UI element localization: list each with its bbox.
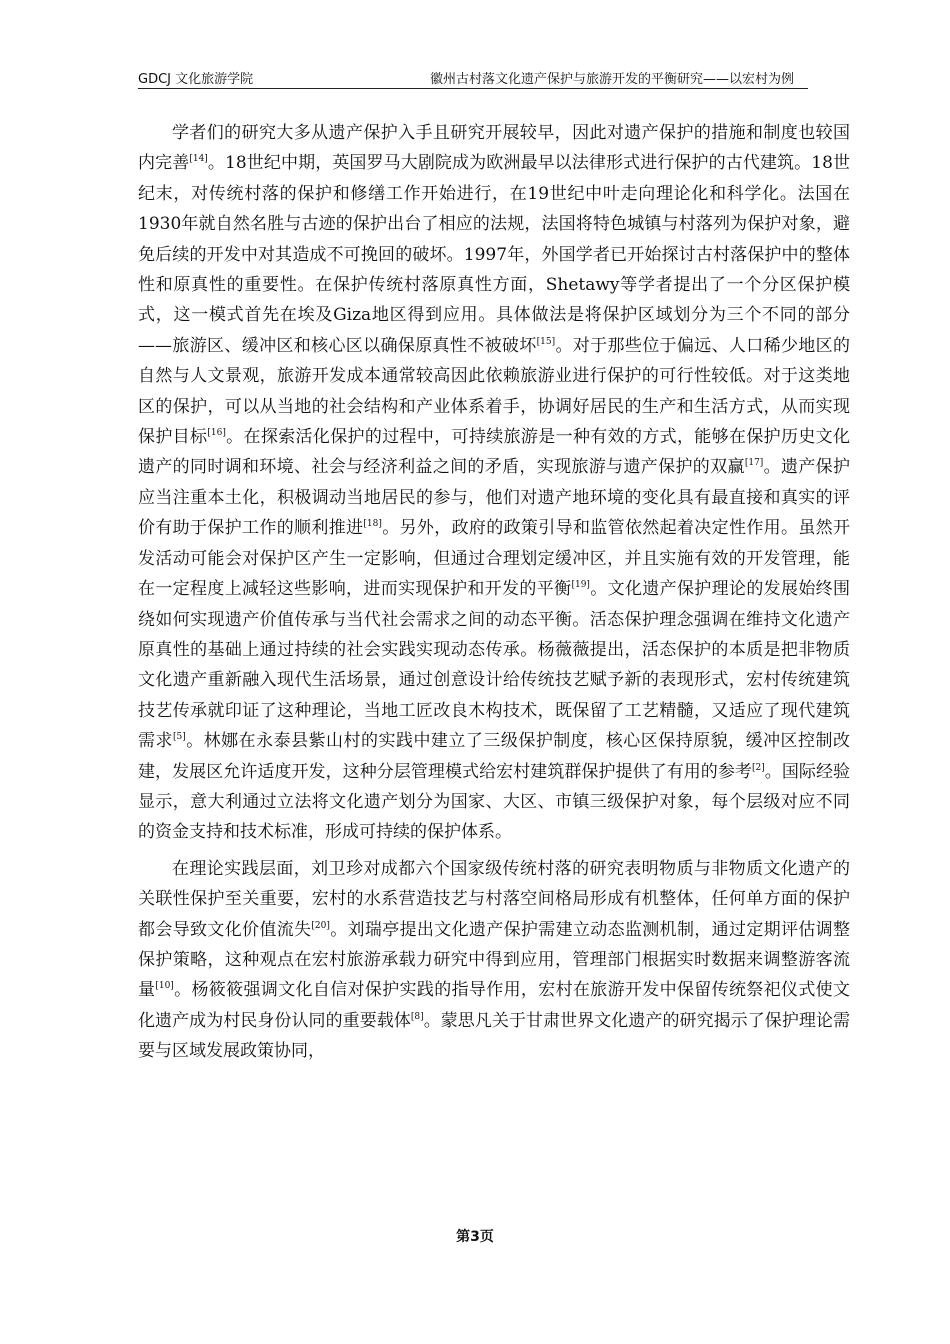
- text-run: 。遗产保护应当注重本土化，积极调动当地居民的参与，他们对遗产地环境的变化具有最直接和真实的评价有助于保护工作的顺利推进: [138, 457, 851, 539]
- text-run: 。林娜在永泰县紫山村的实践中建立了三级保护制度，核心区保持原貌，缓冲区控制改建，发展区允许适度开发，这种分层管理模式给宏村建筑群保护提供了有用的参考: [138, 731, 851, 782]
- paragraph: [138, 118, 850, 848]
- citation-ref: [18]: [363, 519, 382, 530]
- text-run: 。另外，政府的政策引导和监管依然起着决定性作用。虽然开发活动可能会对保护区产生一定影响，但通过合理划定缓冲区，并且实施有效的开发管理，能在一定程度上减轻这些影响，进而实现保护和开发的平衡: [138, 518, 851, 600]
- citation-ref: [15]: [536, 336, 556, 347]
- text-run: 。国际经验显示，意大利通过立法将文化遗产划分为国家、大区、市镇三级保护对象，每个层级对应不同的资金支持和技术标准，形成可持续的保护体系。: [138, 761, 851, 843]
- citation-ref: [17]: [744, 458, 764, 469]
- citation-ref: [20]: [311, 920, 330, 931]
- citation-ref: [8]: [410, 1011, 424, 1022]
- header-institution: GDCJ 文化旅游学院: [138, 72, 254, 87]
- citation-ref: [5]: [172, 732, 186, 743]
- page-header: [138, 64, 808, 89]
- paragraph: [138, 854, 850, 1067]
- text-run: 。蒙思凡关于甘肃世界文化遗产的研究揭示了保护理论需要与区域发展政策协同，: [138, 1010, 851, 1062]
- text-run: 。对于那些位于偏远、人口稀少地区的自然与人文景观，旅游开发成本通常较高因此依赖旅游业进行保护的可行性较低。对于这类地区的保护，可以从当地的社会结构和产业体系着手，协调好居民的生产和生活方式，从而实现保护目标: [138, 335, 851, 448]
- text-run: 。刘瑞亭提出文化遗产保护需建立动态监测机制，通过定期评估调整保护策略，这种观点在宏村旅游承载力研究中得到应用，管理部门根据实时数据来调整游客流量: [138, 919, 851, 1001]
- text-run: 。18世纪中期，英国罗马大剧院成为欧洲最早以法律形式进行保护的古代建筑。18世纪末，对传统村落的保护和修缮工作开始进行，在19世纪中叶走向理论化和科学化。法国在1930年就自然名胜与古迹的保护出台了相应的法规，法国将特色城镇与村落列为保护对象，避免后续的开发中对其造成不可挽回的破坏。1997年，外国学者已开始探讨古村落保护中的整体性和原真性的重要性。在保护传统村落原真性方面，Shetawy等学者提出了一个分区保护模式，这一模式首先在埃及Giza地区得到应用。具体做法是将保护区域划分为三个不同的部分——旅游区、缓冲区和核心区以确保原真性不被破坏: [138, 153, 851, 356]
- citation-ref: [14]: [189, 154, 208, 165]
- page-number: 第3页: [456, 1229, 494, 1245]
- header-title: 徽州古村落文化遗产保护与旅游开发的平衡研究——以宏村为例: [429, 72, 794, 87]
- text-run: 学者们的研究大多从遗产保护入手且研究开展较早，因此对遗产保护的措施和制度也较国内完善: [138, 123, 850, 174]
- text-run: 在理论实践层面，刘卫珍对成都六个国家级传统村落的研究表明物质与非物质文化遗产的关联性保护至关重要，宏村的水系营造技艺与村落空间格局形成有机整体，任何单方面的保护都会导致文化价值流失: [138, 858, 850, 940]
- text-run: 。杨筱筱强调文化自信对保护实践的指导作用，宏村在旅游开发中保留传统祭祀仪式使文化遗产成为村民身份认同的重要载体: [138, 980, 851, 1031]
- text-run: 。在探索活化保护的过程中，可持续旅游是一种有效的方式，能够在保护历史文化遗产的同时调和环境、社会与经济利益之间的矛盾，实现旅游与遗产保护的双赢: [138, 427, 851, 478]
- body-text: [138, 118, 850, 1067]
- citation-ref: [19]: [571, 580, 590, 591]
- citation-ref: [16]: [207, 428, 226, 439]
- citation-ref: [10]: [155, 981, 174, 992]
- text-run: 。文化遗产保护理论的发展始终围绕如何实现遗产价值传承与当代社会需求之间的动态平衡。活态保护理念强调在维持文化遗产原真性的基础上通过持续的社会实践实现动态传承。杨薇薇提出，活态保护的本质是把非物质文化遗产重新融入现代生活场景，通过创意设计给传统技艺赋予新的表现形式，宏村传统建筑技艺传承就印证了这种理论，当地工匠改良木构技术，既保留了工艺精髓，又适应了现代建筑需求: [138, 579, 851, 752]
- citation-ref: [2]: [751, 762, 765, 773]
